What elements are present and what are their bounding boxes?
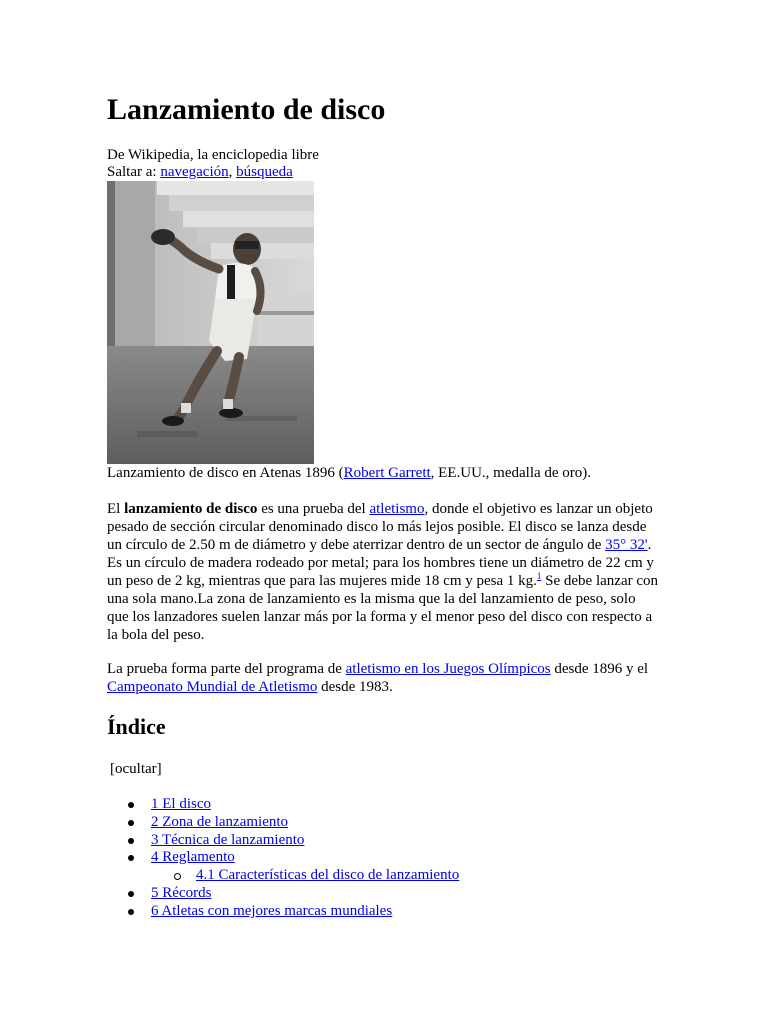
paragraph-line <box>107 678 667 696</box>
toc-subitem <box>107 866 459 884</box>
intro-paragraph <box>107 500 667 644</box>
toc-item <box>107 831 459 849</box>
discus-thrower-image <box>107 181 314 464</box>
figure-caption <box>107 464 591 482</box>
toc-toggle[interactable]: [ocultar] <box>110 761 162 777</box>
toc-item <box>107 795 459 813</box>
toc-item <box>107 884 459 902</box>
table-of-contents <box>107 795 459 920</box>
text: desde 1896 y el <box>550 661 649 677</box>
toc-link-tecnica[interactable]: 3 Técnica de lanzamiento <box>151 831 305 848</box>
caption-text-start: Lanzamiento de disco en Atenas 1896 ( <box>107 465 344 481</box>
jump-separator: , <box>228 164 237 180</box>
text: un peso de 2 kg, mientras que para las mujeres mide 18 cm y pesa 1 kg. <box>107 573 537 589</box>
tagline: De Wikipedia, la enciclopedia libre <box>107 147 319 163</box>
angle-link[interactable]: 35° 32' <box>605 537 648 553</box>
toc-item <box>107 902 459 920</box>
text: es una prueba del <box>257 501 370 517</box>
page-title: Lanzamiento de disco <box>107 93 386 126</box>
paragraph-line <box>107 536 667 554</box>
text: un círculo de 2.50 m de diámetro y debe aterrizar dentro de un sector de ángulo de <box>107 537 606 553</box>
robert-garrett-link[interactable]: Robert Garrett <box>343 465 431 481</box>
paragraph-line <box>107 500 667 518</box>
world-championship-link[interactable]: Campeonato Mundial de Atletismo <box>107 679 318 695</box>
paragraph-line: una sola mano.La zona de lanzamiento es la misma que la del lanzamiento de peso, solo <box>107 591 636 607</box>
circle-bullet-icon <box>174 873 181 880</box>
paragraph-line: pesado de sección circular denominado disco lo más lejos posible. El disco se lanza desde <box>107 519 647 535</box>
bullet-icon <box>128 820 134 826</box>
bold-term: lanzamiento de disco <box>124 501 258 517</box>
olympic-athletics-link[interactable]: atletismo en los Juegos Olímpicos <box>345 661 551 677</box>
bullet-icon <box>128 802 134 808</box>
text: , donde el objetivo es lanzar un objeto <box>424 501 653 517</box>
paragraph-line <box>107 572 667 590</box>
toc-link-caracteristicas[interactable]: 4.1 Características del disco de lanzamiento <box>196 867 460 884</box>
toc-item <box>107 848 459 866</box>
bullet-icon <box>128 891 134 897</box>
text: . <box>647 537 652 553</box>
toc-link-el-disco[interactable]: 1 El disco <box>151 796 211 812</box>
toc-link-records[interactable]: 5 Récords <box>151 884 212 901</box>
toc-link-zona[interactable]: 2 Zona de lanzamiento <box>151 813 289 830</box>
paragraph-line: Es un círculo de madera rodeado por metal; para los hombres tiene un diámetro de 22 cm y <box>107 555 654 571</box>
text: Se debe lanzar con <box>541 573 658 589</box>
bullet-icon <box>128 909 134 915</box>
reference-link[interactable]: 1 <box>536 571 542 581</box>
olympics-paragraph <box>107 660 667 696</box>
toc-item <box>107 813 459 831</box>
paragraph-line <box>107 660 667 678</box>
bullet-icon <box>128 838 134 844</box>
jump-search-link[interactable]: búsqueda <box>236 164 293 180</box>
toc-link-atletas[interactable]: 6 Atletas con mejores marcas mundiales <box>151 902 393 919</box>
jump-links <box>107 163 293 181</box>
paragraph-line: que los lanzadores suelen lanzar más por la forma y el menor peso del disco con respecto a <box>107 609 653 625</box>
toc-heading: Índice <box>107 714 166 739</box>
atletismo-link[interactable]: atletismo <box>369 501 425 517</box>
caption-text-end: , EE.UU., medalla de oro). <box>430 465 592 481</box>
text: desde 1983. <box>317 679 393 695</box>
text: La prueba forma parte del programa de <box>107 661 346 677</box>
jump-navigation-link[interactable]: navegación <box>160 164 229 180</box>
bullet-icon <box>128 855 134 861</box>
jump-prefix: Saltar a: <box>107 164 161 180</box>
toc-link-reglamento[interactable]: 4 Reglamento <box>151 849 235 866</box>
discus-thrower-photo[interactable] <box>107 181 314 464</box>
text: El <box>107 501 125 517</box>
paragraph-line: la bola del peso. <box>107 627 205 643</box>
